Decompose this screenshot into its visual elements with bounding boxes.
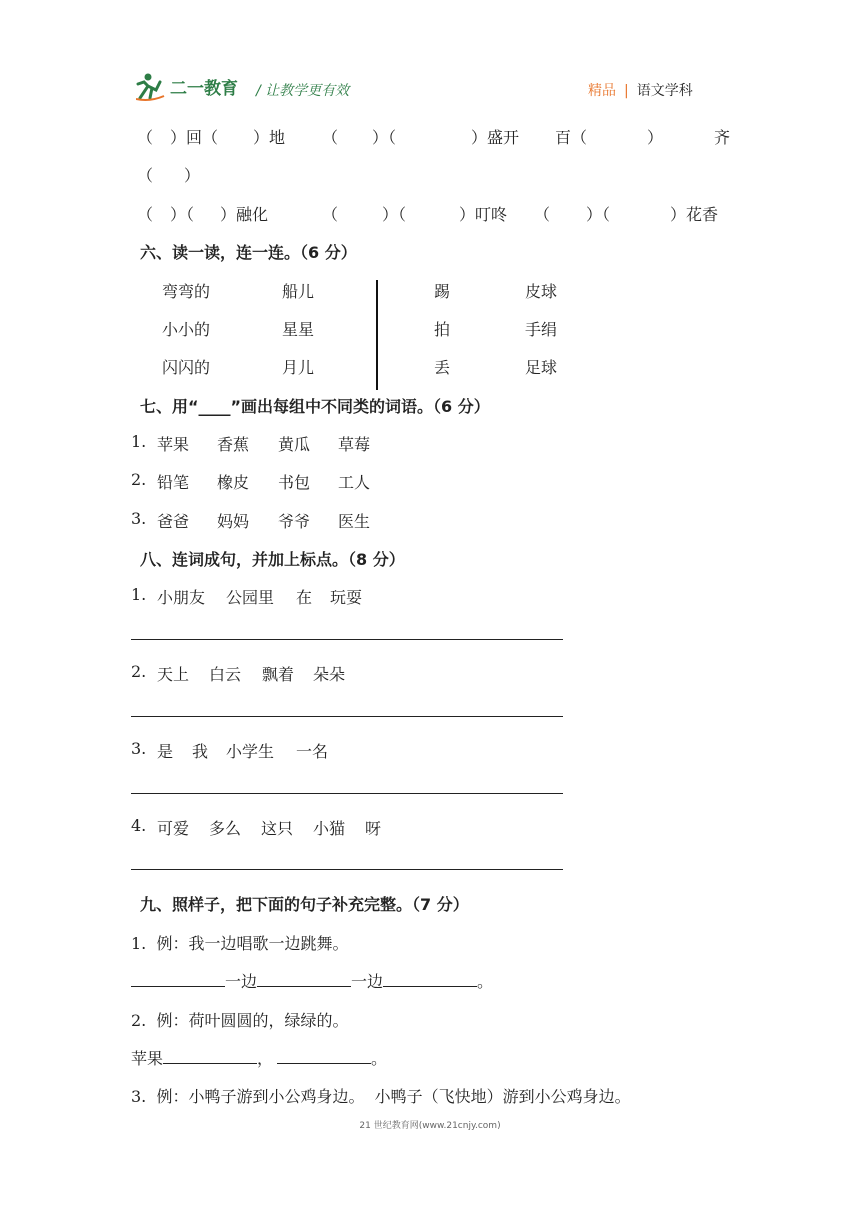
example-3: 3. 例：小鸭子游到小公鸡身边。 小鸭子（飞快地）游到小公鸡身边。 — [131, 1087, 631, 1106]
runner-icon — [136, 74, 164, 101]
blank[interactable] — [257, 970, 351, 987]
logo-text: 二一教育 — [170, 79, 238, 99]
answer-line-4[interactable] — [131, 869, 563, 870]
answer-line-2[interactable] — [131, 716, 563, 717]
brand-label: 精品 | 语文学科 — [588, 83, 693, 99]
example-1: 1. 例：我一边唱歌一边跳舞。 — [131, 934, 349, 953]
fill-sentence-2: 苹果 ， 。 — [131, 1049, 388, 1068]
footer: 21 世纪教育网(www.21cnjy.com) — [359, 1121, 501, 1131]
quality-tag: 精品 — [588, 83, 616, 99]
logo — [136, 72, 244, 102]
example-2: 2. 例：荷叶圆圆的，绿绿的。 — [131, 1011, 349, 1030]
section-9-title: 九、照样子，把下面的句子补充完整。（7 分） — [140, 895, 469, 914]
divider — [376, 280, 378, 390]
section-7-title: 七、用“____”画出每组中不同类的词语。（6 分） — [140, 397, 490, 416]
answer-line-1[interactable] — [131, 639, 563, 640]
blank[interactable] — [131, 970, 225, 987]
slogan: / 让教学更有效 — [256, 83, 350, 99]
section-6-title: 六、读一读，连一连。（6 分） — [140, 243, 357, 262]
blank[interactable] — [277, 1047, 371, 1064]
blank[interactable] — [163, 1047, 257, 1064]
fill-sentence-1: 一边 一边 。 — [131, 969, 493, 992]
blank[interactable] — [383, 970, 477, 987]
answer-line-3[interactable] — [131, 793, 563, 794]
subject-label: 语文学科 — [636, 83, 693, 99]
section-8-title: 八、连词成句，并加上标点。（8 分） — [140, 550, 405, 569]
